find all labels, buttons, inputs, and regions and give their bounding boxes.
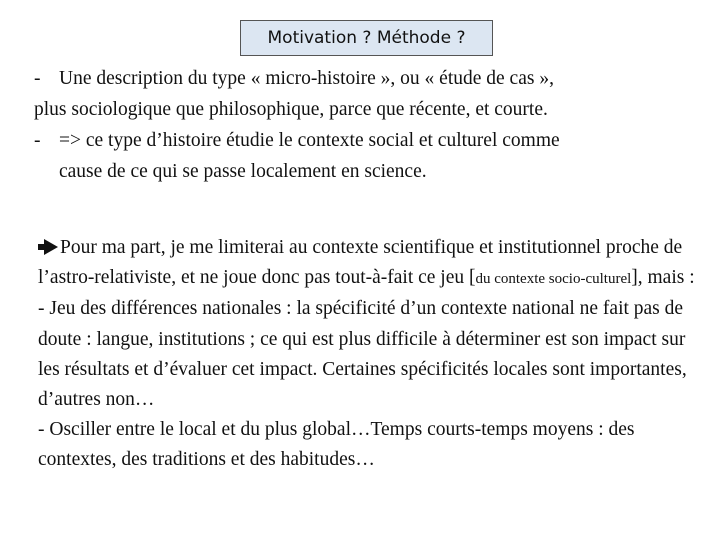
block1-text-1: Une description du type « micro-histoire », ou « étude de cas », (59, 68, 554, 89)
list-item-1: - Jeu des différences nationales : la spécificité d’un contexte national ne fait pas de doute : langue, institutions ; ce qui est plus difficile à déterminer est son impact sur les résultats et d’évaluer cet impact. Certaines spécificités locales sont importantes, d’autres non… (38, 298, 687, 411)
block1-line-2 (34, 94, 704, 125)
intro-text-b: ], mais : (631, 267, 695, 289)
block1-text-4: cause de ce qui se passe localement en science. (59, 161, 427, 182)
list-item-2: - Osciller entre le local et du plus global…Temps courts-temps moyens : des contextes, des traditions et des habitudes… (38, 419, 635, 471)
block1-line-3 (34, 125, 704, 156)
intro-paragraph (38, 233, 698, 294)
block1-text-3: => ce type d’histoire étudie le contexte social et culturel comme (59, 130, 560, 151)
intro-block (34, 63, 704, 187)
slide-title-box (240, 20, 493, 56)
block1-line-4 (34, 156, 704, 187)
intro-text-a: Pour ma part, je me limiterai au contexte scientifique et institutionnel proche de l’astro-relativiste, et ne joue donc pas tout-à-fait ce jeu [ (38, 237, 683, 289)
intro-text-small: du contexte socio-culturel (475, 271, 632, 288)
right-arrow-icon (38, 233, 60, 263)
block1-text-2: plus sociologique que philosophique, parce que récente, et courte. (34, 99, 548, 120)
main-block (38, 233, 698, 476)
slide-title: Motivation ? Méthode ? (267, 28, 466, 48)
dash-bullet: - (34, 130, 41, 151)
block1-line-1 (34, 63, 704, 94)
dash-bullet: - (34, 68, 41, 89)
